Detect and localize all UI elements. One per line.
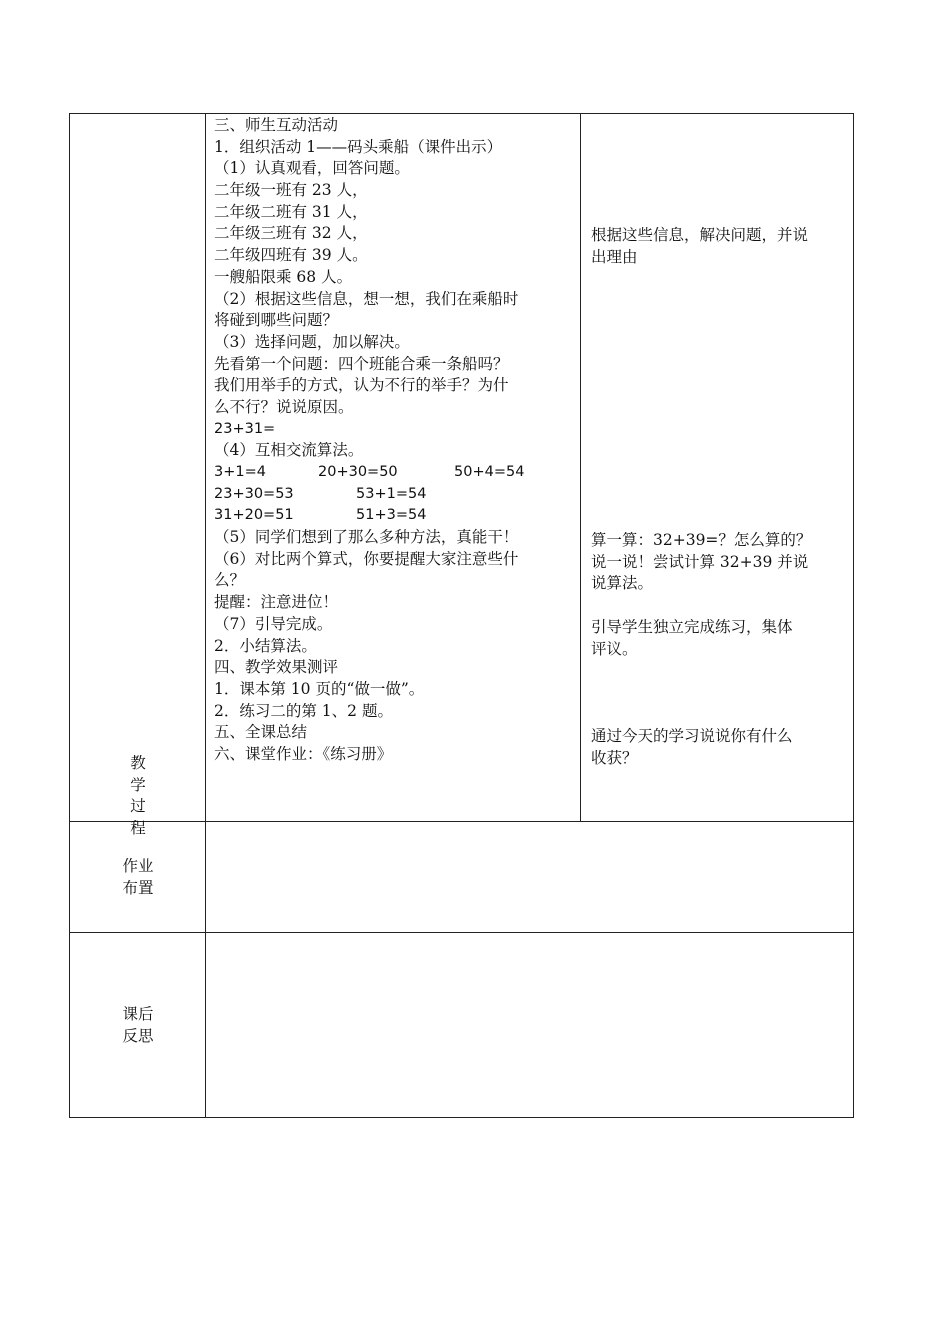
content-line: 1．课本第 10 页的“做一做”。 — [214, 679, 425, 698]
content-line: 么不行？说说原因。 — [214, 397, 354, 416]
note-line: 根据这些信息，解决问题，并说 — [591, 226, 809, 244]
content-line: 五、全课总结 — [214, 723, 308, 742]
content-line: （3）选择问题，加以解决。 — [214, 332, 410, 351]
note-line: 引导学生独立完成练习，集体 — [591, 618, 793, 636]
right-note-3 — [591, 617, 793, 660]
homework-label-line: 布置 — [122, 878, 154, 897]
note-line: 说算法。 — [591, 574, 654, 593]
calc-item: 51+3=54 — [356, 507, 427, 524]
content-line: （4）互相交流算法。 — [214, 441, 364, 460]
content-line: 将碰到哪些问题？ — [214, 311, 339, 330]
right-note-4 — [591, 726, 793, 769]
content-line: 2．练习二的第 1、2 题。 — [214, 701, 393, 720]
content-line: 二年级四班有 39 人。 — [214, 246, 368, 265]
reflection-label-line: 反思 — [122, 1026, 154, 1045]
reflection-label — [70, 1004, 206, 1047]
calc-item: 23+30=53 — [214, 485, 294, 502]
process-label-char: 过 — [130, 797, 146, 816]
content-line: 二年级二班有 31 人， — [214, 202, 368, 221]
equation-line: 23+31= — [214, 420, 276, 437]
calc-item: 20+30=50 — [318, 464, 398, 480]
reflection-label-line: 课后 — [122, 1005, 154, 1023]
process-label-char: 学 — [130, 775, 146, 794]
calc-row — [214, 484, 524, 506]
process-label — [70, 753, 206, 840]
process-label-char: 程 — [130, 819, 146, 838]
content-line: （2）根据这些信息，想一想，我们在乘船时 — [214, 289, 519, 308]
main-content — [214, 115, 524, 766]
note-line: 收获？ — [591, 748, 638, 767]
col-divider-right — [580, 114, 581, 822]
lesson-plan-table — [69, 113, 854, 1118]
calc-item: 53+1=54 — [356, 485, 427, 502]
note-line: 评议。 — [591, 639, 638, 658]
content-line: 四、教学效果测评 — [214, 658, 339, 677]
content-line: 二年级三班有 32 人， — [214, 224, 368, 243]
process-label-char: 教 — [130, 754, 146, 772]
content-line: （5）同学们想到了那么多种方法，真能干！ — [214, 528, 519, 547]
note-line: 算一算：32+39=？怎么算的？ — [591, 531, 812, 549]
content-line: 么？ — [214, 571, 246, 590]
content-line: 提醒：注意进位！ — [214, 593, 339, 612]
content-line: 1．组织活动 1——码头乘船（课件出示） — [214, 137, 503, 156]
calc-row — [214, 462, 524, 484]
note-line: 说一说！尝试计算 32+39 并说 — [591, 552, 809, 571]
content-line: 三、师生互动活动 — [214, 116, 339, 134]
content-line: 一艘船限乘 68 人。 — [214, 267, 353, 286]
calc-item: 3+1=4 — [214, 464, 266, 480]
note-line: 出理由 — [591, 247, 638, 266]
content-line: 二年级一班有 23 人， — [214, 181, 368, 200]
homework-label — [70, 856, 206, 899]
note-line: 通过今天的学习说说你有什么 — [591, 727, 793, 745]
content-line: 六、课堂作业：《练习册》 — [214, 744, 393, 763]
homework-label-line: 作业 — [122, 857, 154, 875]
content-line: 我们用举手的方式，认为不行的举手？为什 — [214, 376, 509, 395]
content-line: 先看第一个问题：四个班能合乘一条船吗？ — [214, 354, 509, 373]
calc-row — [214, 505, 524, 527]
content-line: （1）认真观看，回答问题。 — [214, 159, 410, 178]
right-note-1 — [591, 225, 808, 268]
calc-item: 31+20=51 — [214, 507, 294, 524]
calc-item: 50+4=54 — [454, 464, 525, 480]
content-line: （7）引导完成。 — [214, 614, 333, 633]
row-divider-2 — [70, 932, 853, 933]
content-line: （6）对比两个算式，你要提醒大家注意些什 — [214, 549, 519, 568]
col-divider-left — [205, 114, 206, 1117]
right-note-2 — [591, 530, 811, 595]
content-line: 2．小结算法。 — [214, 636, 317, 655]
